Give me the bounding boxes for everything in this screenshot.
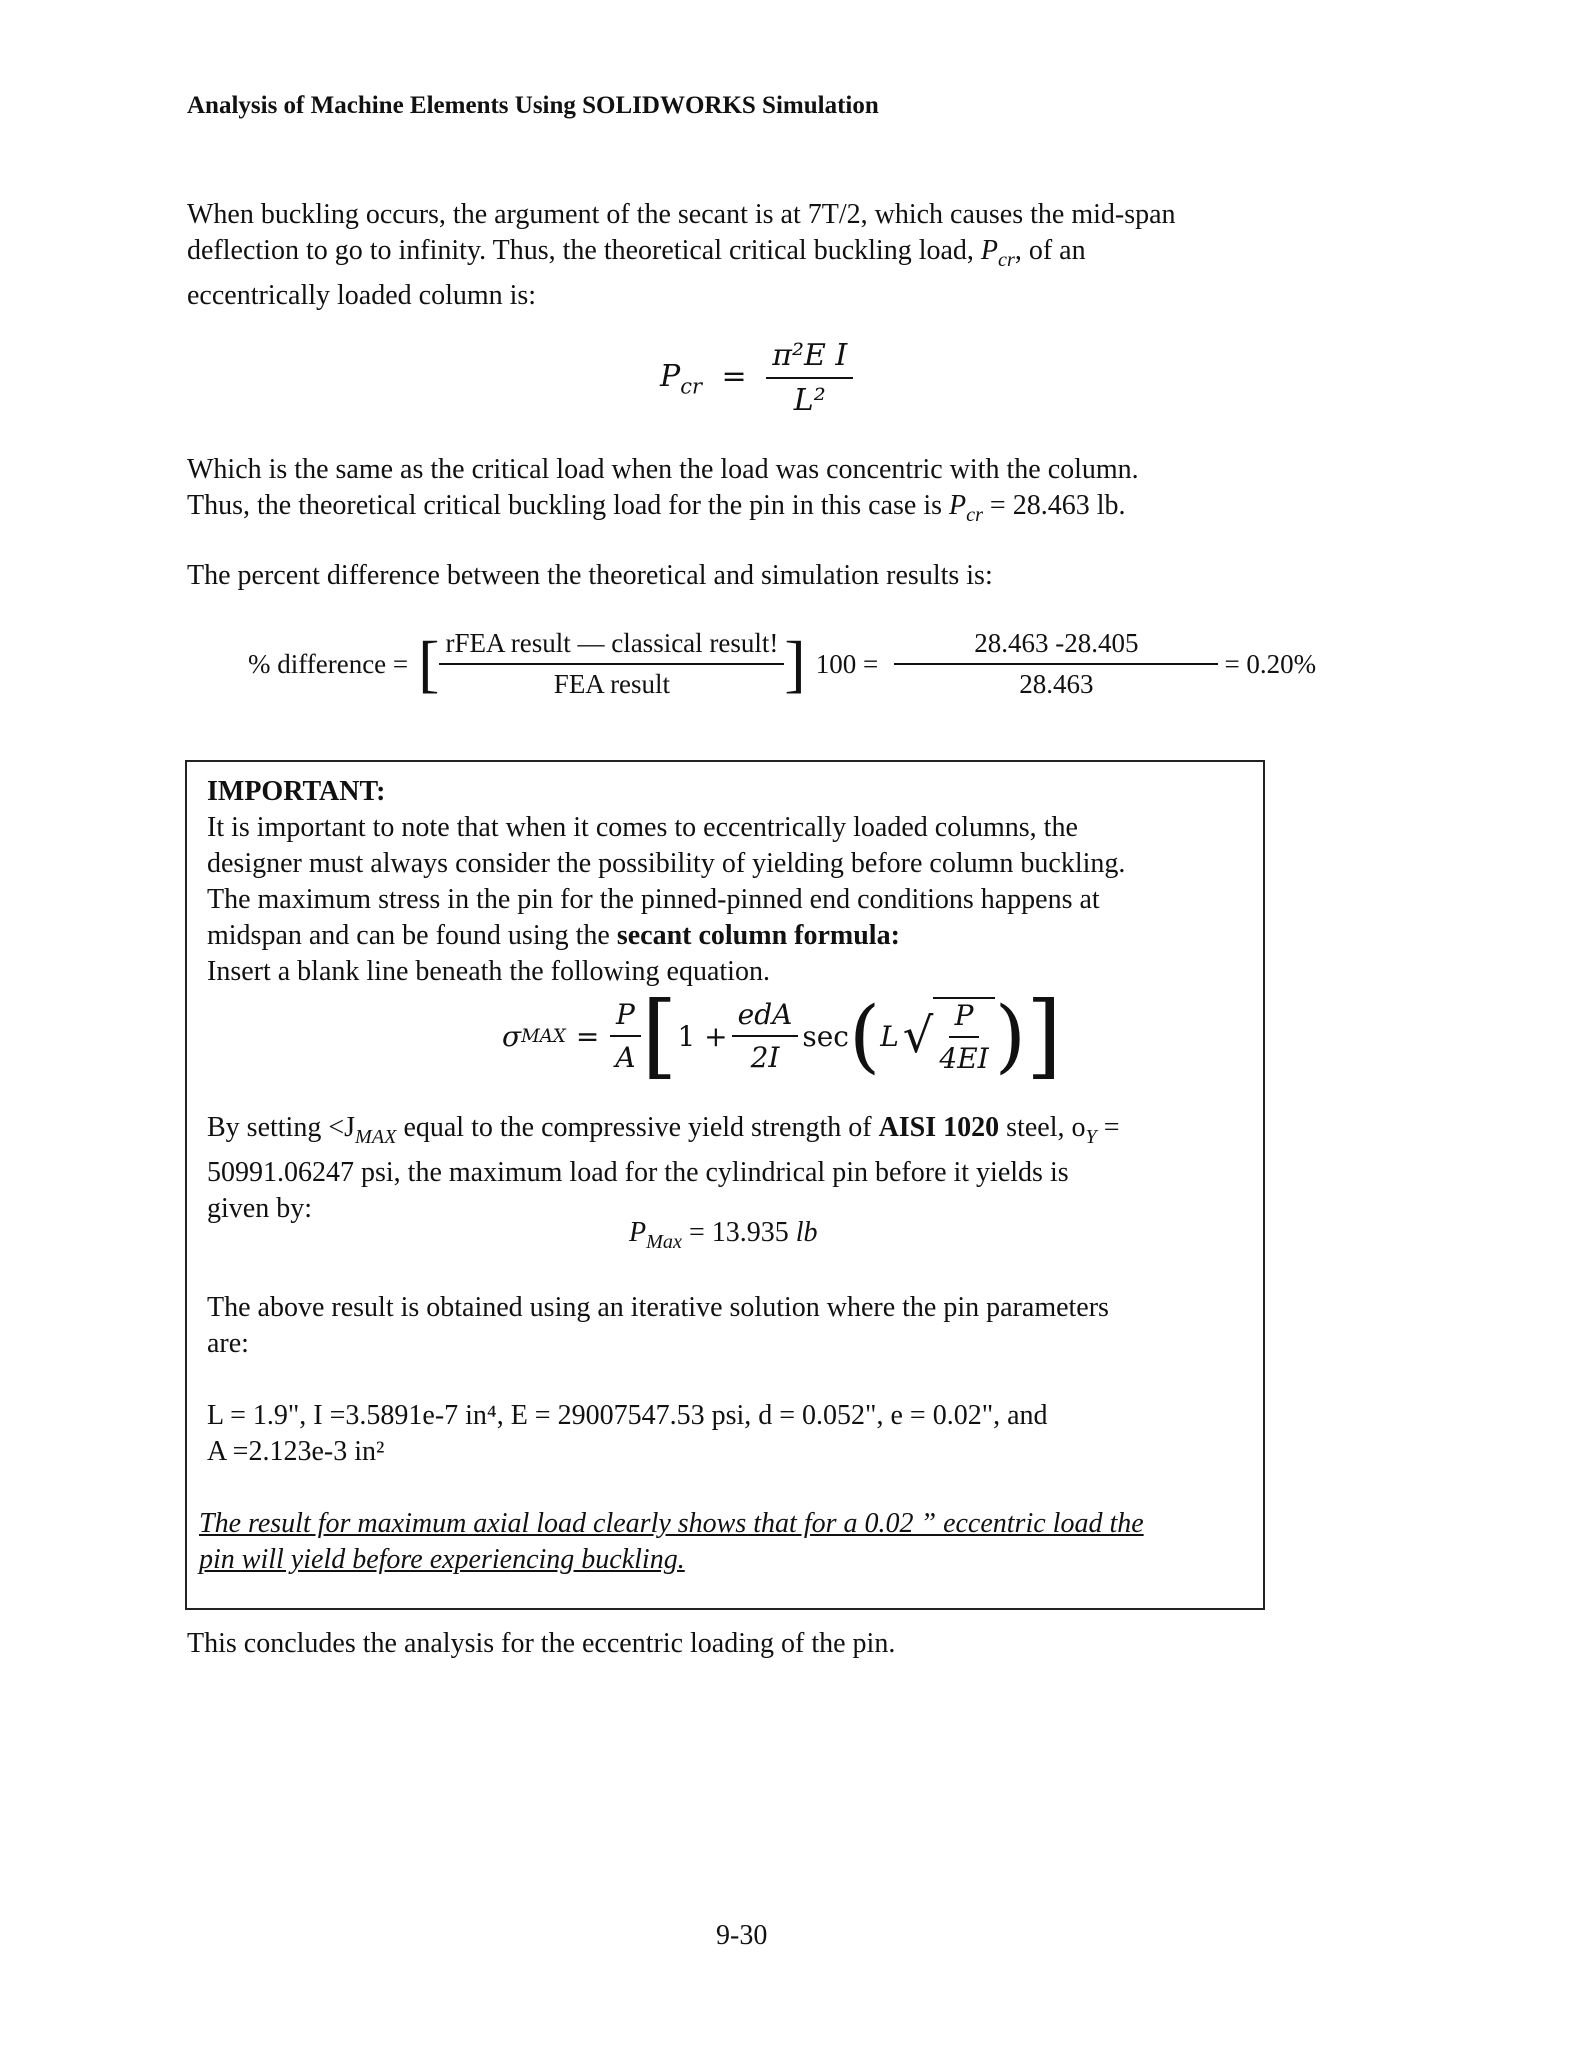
critical-load-fraction: $\frac{\text{π²E I}}{\text{L²}}$ (766, 338, 853, 418)
percent-intro: The percent difference between the theoretical and simulation results is: (187, 560, 993, 591)
iterative-paragraph: The above result is obtained using an iterative solution where the pin parameters are: (207, 1292, 1109, 1359)
intro-line-1: When buckling occurs, the argument of the secant is at 7T/2, which causes the mid-span (187, 199, 1176, 230)
intro-line-3: eccentrically loaded column is: (187, 280, 537, 312)
equation-percent-difference: % difference = [ $\frac{\text{rFEA result — classical result!}}{\text{FEA result}}$ ] 100 = $\frac{28.463 -28.405}{28.463}$ = 0.20% (248, 628, 1317, 699)
equation-secant-formula: σ MAX = $\frac{P}{A}$ [ 1 + $\frac{\text{edA}}{2I}$ sec ( L √ $\frac{P}{4EI}$ ) ] (502, 982, 1062, 1089)
running-header: Analysis of Machine Elements Using SOLIDWORKS Simulation (187, 92, 879, 119)
intro-line-2: deflection to go to infinity. Thus, the theoretical critical buckling load, $P_{cr}$, of an (187, 235, 1086, 272)
pmax-equation: $P_{Max} = 13.935$ lb (629, 1217, 818, 1254)
yield-paragraph: By setting $<J_{MAX}$ equal to the compressive yield strength of AISI 1020 steel, $o_Y$ = 50991.06247 psi, the maximum load for the cylindrical pin before it yields is given by: (207, 1112, 1120, 1225)
page-number: 9-30 (716, 1920, 768, 1951)
important-heading: IMPORTANT: (207, 776, 386, 807)
conclusion-paragraph: This concludes the analysis for the eccentric loading of the pin. (187, 1628, 896, 1659)
important-paragraph: It is important to note that when it comes to eccentrically loaded columns, the designer must always consider the possibility of yielding before column buckling. The maximum stress in the pin for the pinned-pinned end conditions happens at midspan and can be found using the secant column formula: Insert a blank line beneath the following equation. (207, 812, 1126, 987)
conclusion-note: The result for maximum axial load clearly shows that for a 0.02 ” eccentric load the pin will yield before experiencing buckling. (199, 1508, 1144, 1575)
important-box (185, 760, 1265, 1610)
parameters-paragraph: L = 1.9", I =3.5891e-7 in⁴, E = 29007547.53 psi, d = 0.052", e = 0.02", and A =2.123e-3 in² (207, 1400, 1048, 1467)
equation-critical-load: $P_{cr}$ = $\frac{\text{π²E I}}{\text{L²}}$ (660, 338, 853, 418)
intro-paragraph (187, 197, 1247, 314)
same-load-paragraph: Which is the same as the critical load when the load was concentric with the column. Thus, the theoretical critical buckling load for the pin in this case is $P_{cr} = 28.463$ lb. (187, 454, 1139, 527)
pcr-symbol: P (980, 235, 999, 266)
